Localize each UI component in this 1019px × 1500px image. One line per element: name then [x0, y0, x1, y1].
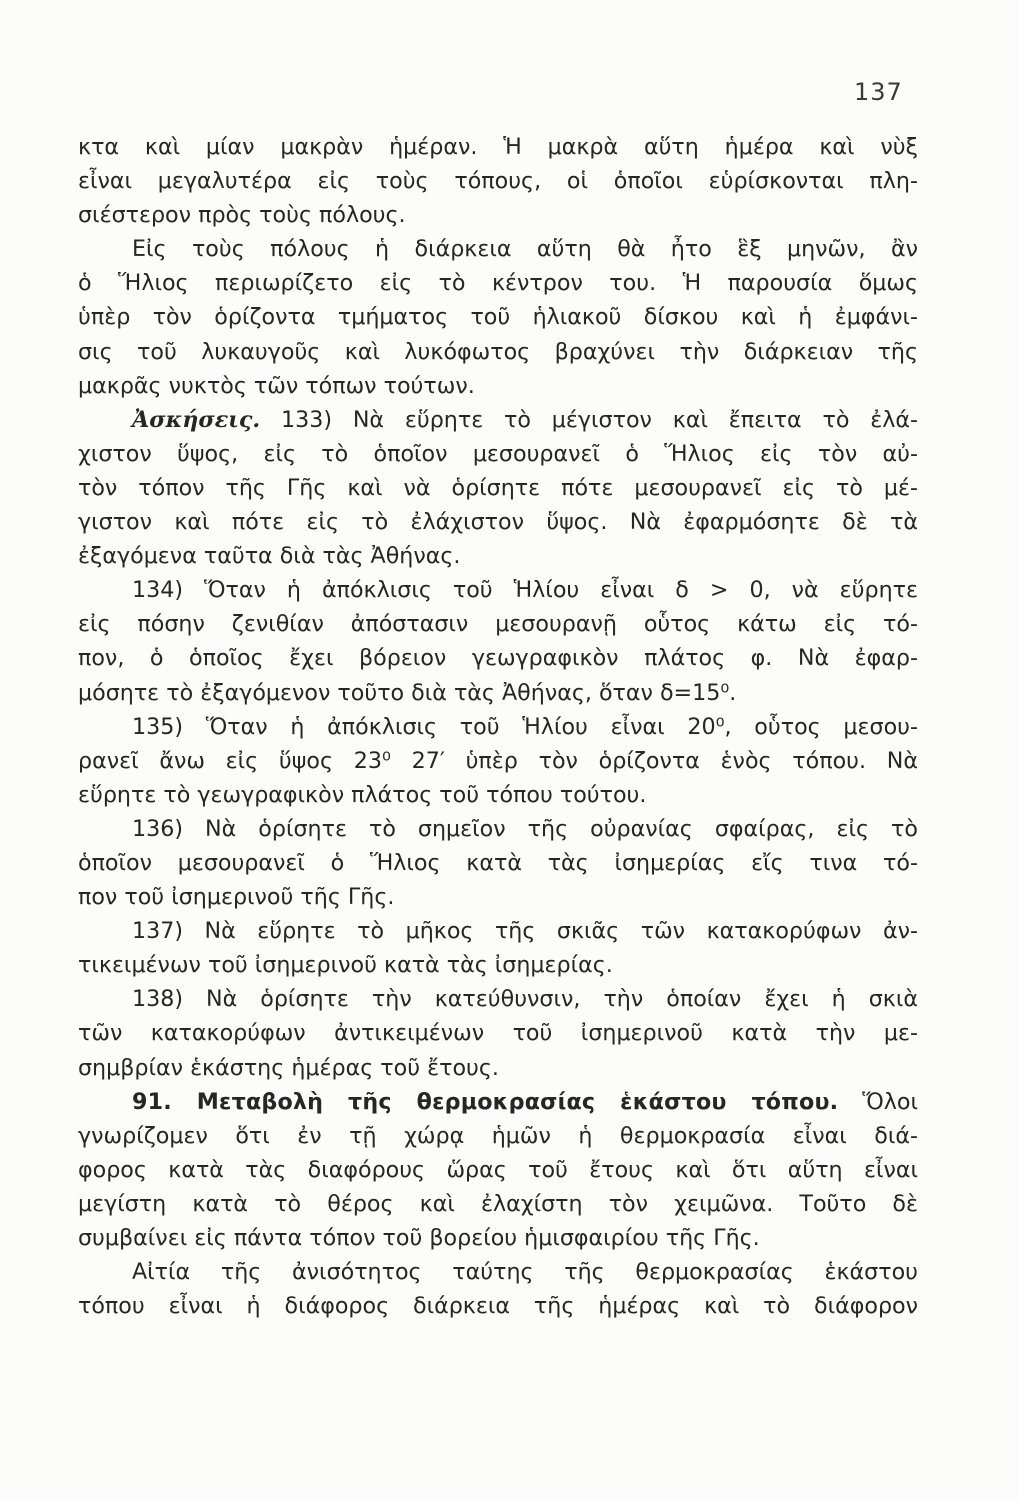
line-text: Ὅλοι: [838, 1088, 919, 1115]
line-text: μακρᾶς νυκτὸς τῶν τόπων τούτων.: [78, 372, 475, 399]
line-text: σημβρίαν ἑκάστης ἡμέρας τοῦ ἔτους.: [78, 1054, 499, 1081]
line-text: ὁποῖον μεσουρανεῖ ὁ Ἥλιος κατὰ τὰς ἰσημερίας εἴς τινα τό-: [78, 849, 918, 876]
text-line: [78, 778, 918, 812]
text-line: [78, 812, 918, 846]
text-line: [78, 1289, 918, 1323]
line-text: τικειμένων τοῦ ἰσημερινοῦ κατὰ τὰς ἰσημερίας.: [78, 952, 613, 979]
line-text: μόσητε τὸ ἐξαγόμενον τοῦτο διὰ τὰς Ἀθήνας, ὅταν δ=15⁰.: [78, 679, 737, 706]
line-text: συμβαίνει εἰς πάντα τόπον τοῦ βορείου ἡμισφαιρίου τῆς Γῆς.: [78, 1225, 760, 1251]
text-line: [78, 846, 918, 880]
line-text: σις τοῦ λυκαυγοῦς καὶ λυκόφωτος βραχύνει τὴν διάρκειαν τῆς: [78, 338, 918, 365]
line-text: τόπου εἶναι ἡ διάφορος διάρκεια τῆς ἡμέρας καὶ τὸ διάφορον: [78, 1293, 918, 1320]
text-line: [78, 607, 918, 641]
line-text: ὁ Ἥλιος περιωρίζετο εἰς τὸ κέντρον του. Ἡ παρουσία ὅμως: [78, 270, 918, 297]
line-text: Αἰτία τῆς ἀνισότητος ταύτης τῆς θερμοκρασίας ἑκάστου: [132, 1259, 918, 1286]
text-line: [78, 1051, 918, 1085]
text-line: [78, 403, 918, 437]
line-text: πον τοῦ ἰσημερινοῦ τῆς Γῆς.: [78, 884, 395, 911]
line-text: σιέστερον πρὸς τοὺς πόλους.: [78, 202, 406, 229]
text-line: [78, 880, 918, 914]
line-text: ὑπὲρ τὸν ὁρίζοντα τμήματος τοῦ ἡλιακοῦ δίσκου καὶ ἡ ἐμφάνι-: [78, 304, 918, 331]
text-line: [78, 539, 918, 573]
text-line: [78, 198, 918, 232]
text-line: [78, 573, 918, 607]
text-line: [78, 369, 918, 403]
text-line: [78, 300, 918, 334]
line-text: γνωρίζομεν ὅτι ἐν τῇ χώρᾳ ἡμῶν ἡ θερμοκρασία εἶναι διά-: [78, 1122, 918, 1149]
text-line: [78, 1153, 918, 1187]
body-text: [78, 130, 918, 1323]
line-text: 137) Νὰ εὕρητε τὸ μῆκος τῆς σκιᾶς τῶν κατακορύφων ἀν-: [132, 918, 918, 945]
text-line: [78, 471, 918, 505]
line-text: μεγίστη κατὰ τὸ θέρος καὶ ἐλαχίστη τὸν χειμῶνα. Τοῦτο δὲ: [78, 1190, 918, 1217]
exercises-label: Ἀσκήσεις.: [132, 406, 261, 433]
line-text: Εἰς τοὺς πόλους ἡ διάρκεια αὕτη θὰ ἦτο ἓξ μηνῶν, ἂν: [132, 236, 918, 263]
line-text: 136) Νὰ ὁρίσητε τὸ σημεῖον τῆς οὐρανίας σφαίρας, εἰς τὸ: [132, 815, 918, 842]
text-line: [78, 1016, 918, 1050]
line-text: ἐξαγόμενα ταῦτα διὰ τὰς Ἀθήνας.: [78, 543, 461, 570]
line-text: τῶν κατακορύφων ἀντικειμένων τοῦ ἰσημερινοῦ κατὰ τὴν με-: [78, 1020, 918, 1047]
line-text: τὸν τόπον τῆς Γῆς καὶ νὰ ὁρίσητε πότε μεσουρανεῖ εἰς τὸ μέ-: [78, 474, 918, 501]
line-text: 134) Ὅταν ἡ ἀπόκλισις τοῦ Ἡλίου εἶναι δ > 0, νὰ εὕρητε: [132, 577, 918, 604]
text-line: [78, 232, 918, 266]
line-text: εὕρητε τὸ γεωγραφικὸν πλάτος τοῦ τόπου τούτου.: [78, 781, 647, 808]
page-number: 137: [854, 78, 903, 106]
text-line: [78, 164, 918, 198]
line-text: 138) Νὰ ὁρίσητε τὴν κατεύθυνσιν, τὴν ὁποίαν ἔχει ἡ σκιὰ: [132, 986, 918, 1013]
line-text: χιστον ὕψος, εἰς τὸ ὁποῖον μεσουρανεῖ ὁ Ἥλιος εἰς τὸν αὐ-: [78, 440, 918, 467]
text-line: [78, 1255, 918, 1289]
text-line: [78, 130, 918, 164]
text-line: [78, 914, 918, 948]
text-line: [78, 676, 918, 710]
text-line: [78, 948, 918, 982]
line-text: 135) Ὅταν ἡ ἀπόκλισις τοῦ Ἡλίου εἶναι 20⁰, οὗτος μεσου-: [132, 713, 918, 740]
section-heading: 91. Μεταβολὴ τῆς θερμοκρασίας ἑκάστου τόπου.: [132, 1088, 839, 1115]
line-text: ρανεῖ ἄνω εἰς ὕψος 23⁰ 27′ ὑπὲρ τὸν ὁρίζοντα ἑνὸς τόπου. Νὰ: [78, 747, 918, 774]
text-line: [78, 1187, 918, 1221]
text-line: [78, 266, 918, 300]
line-text: φορος κατὰ τὰς διαφόρους ὥρας τοῦ ἔτους καὶ ὅτι αὕτη εἶναι: [78, 1156, 918, 1183]
line-text: εἰς πόσην ζενιθίαν ἀπόστασιν μεσουρανῇ οὗτος κάτω εἰς τό-: [78, 611, 918, 638]
line-text: 133) Νὰ εὕρητε τὸ μέγιστον καὶ ἔπειτα τὸ ἐλά-: [260, 406, 918, 433]
text-line: [78, 1221, 918, 1255]
text-line: [78, 335, 918, 369]
line-text: εἶναι μεγαλυτέρα εἰς τοὺς τόπους, οἱ ὁποῖοι εὑρίσκονται πλη-: [78, 168, 918, 195]
text-line: [78, 437, 918, 471]
text-line: [78, 1119, 918, 1153]
line-text: κτα καὶ μίαν μακρὰν ἡμέραν. Ἡ μακρὰ αὕτη ἡμέρα καὶ νὺξ: [78, 134, 918, 160]
line-text: γιστον καὶ πότε εἰς τὸ ἐλάχιστον ὕψος. Νὰ ἐφαρμόσητε δὲ τὰ: [78, 509, 918, 536]
text-line: [78, 505, 918, 539]
line-text: πον, ὁ ὁποῖος ἔχει βόρειον γεωγραφικὸν πλάτος φ. Νὰ ἐφαρ-: [78, 645, 918, 672]
text-line: [78, 982, 918, 1016]
text-line: [78, 1085, 918, 1119]
text-line: [78, 744, 918, 778]
text-line: [78, 641, 918, 675]
text-line: [78, 710, 918, 744]
